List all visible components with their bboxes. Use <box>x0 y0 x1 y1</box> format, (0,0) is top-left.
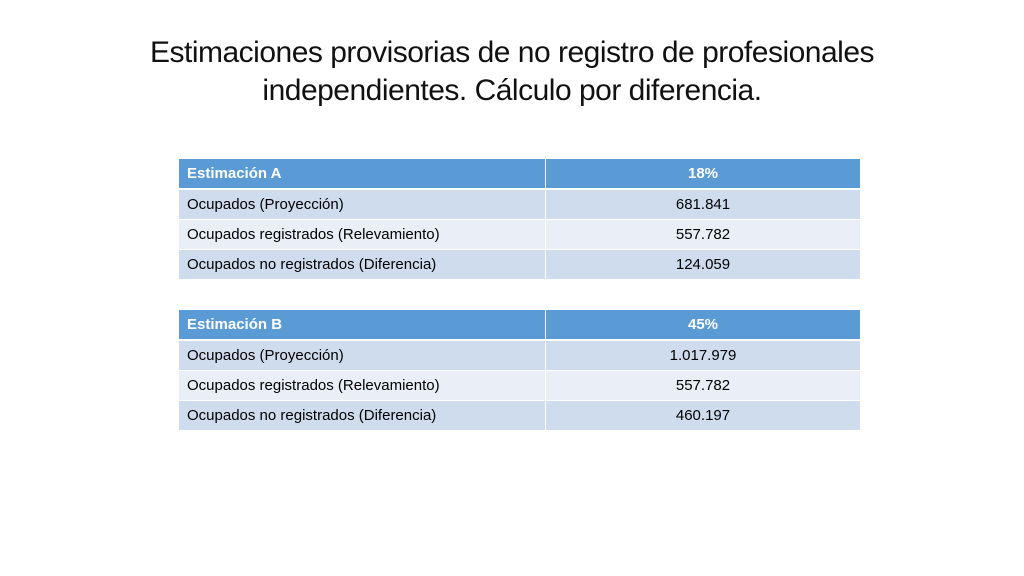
slide-title-line-2: independientes. Cálculo por diferencia. <box>262 74 762 107</box>
row-label: Ocupados registrados (Relevamiento) <box>179 220 546 250</box>
estimation-a-table <box>178 158 861 280</box>
row-value: 124.059 <box>546 250 861 280</box>
row-value: 681.841 <box>546 189 861 220</box>
table-row <box>179 220 861 250</box>
header-label: Estimación A <box>179 159 546 190</box>
row-value: 460.197 <box>546 401 861 431</box>
table-header-row <box>179 159 861 190</box>
table-row <box>179 189 861 220</box>
row-label: Ocupados (Proyección) <box>179 340 546 371</box>
row-value: 1.017.979 <box>546 340 861 371</box>
row-value: 557.782 <box>546 220 861 250</box>
row-label: Ocupados no registrados (Diferencia) <box>179 401 546 431</box>
row-label: Ocupados registrados (Relevamiento) <box>179 371 546 401</box>
table-row <box>179 340 861 371</box>
estimation-b-table <box>178 309 861 431</box>
row-label: Ocupados no registrados (Diferencia) <box>179 250 546 280</box>
table-header-row <box>179 310 861 341</box>
table-row <box>179 250 861 280</box>
table-row <box>179 371 861 401</box>
header-value: 45% <box>546 310 861 341</box>
slide-title <box>60 34 964 110</box>
row-label: Ocupados (Proyección) <box>179 189 546 220</box>
slide-title-line-1: Estimaciones provisorias de no registro de profesionales <box>149 36 875 69</box>
table-row <box>179 401 861 431</box>
header-label: Estimación B <box>179 310 546 341</box>
row-value: 557.782 <box>546 371 861 401</box>
header-value: 18% <box>546 159 861 190</box>
